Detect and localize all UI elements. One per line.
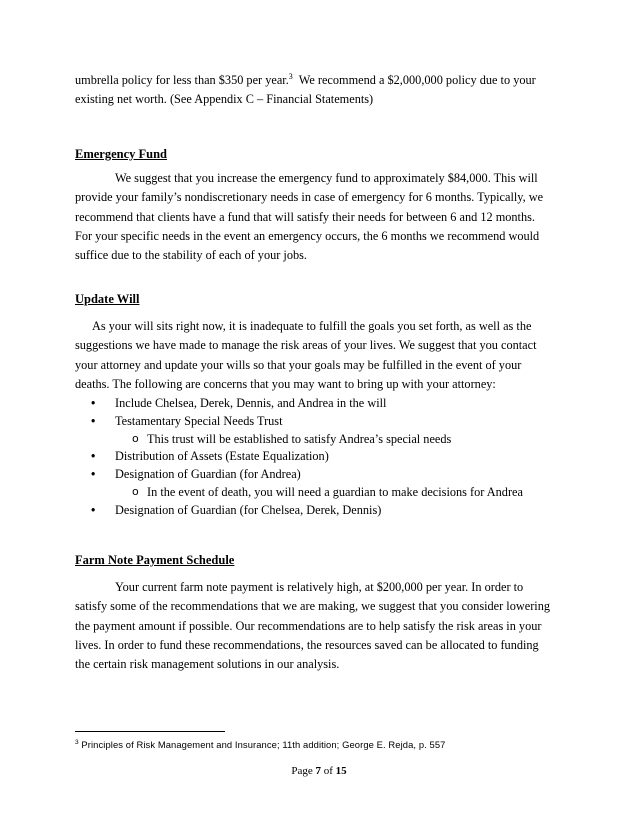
- will-line: suggestions we have made to manage the risk areas of your lives. We suggest that you contact: [75, 338, 537, 353]
- emergency-fund-paragraph: [75, 169, 565, 265]
- will-line-text: As your will sits right now, it is inadequate to fulfill the goals you set forth, as well as the: [92, 319, 532, 333]
- farm-line: the certain risk management solutions in our analysis.: [75, 657, 340, 672]
- list-item: • Include Chelsea, Derek, Dennis, and Andrea in the will: [75, 395, 555, 413]
- page-number-middle: of: [320, 765, 336, 777]
- footnote-ref-3: 3: [288, 71, 293, 81]
- emergency-line: suffice due to the stability of each of your jobs.: [75, 248, 307, 263]
- intro-line-1-text: umbrella policy for less than $350 per year.: [75, 73, 289, 87]
- emergency-line-text: We suggest that you increase the emergency fund to approximately $84,000. This will: [115, 171, 538, 185]
- intro-paragraph: [75, 71, 565, 110]
- footnote-text: Principles of Risk Management and Insurance; 11th addition; George E. Rejda, p. 557: [78, 739, 446, 750]
- sub-list-item: o In the event of death, you will need a guardian to make decisions for Andrea: [75, 484, 555, 502]
- will-line: [75, 317, 565, 336]
- update-will-paragraph: [75, 317, 565, 394]
- update-will-heading: Update Will: [75, 292, 140, 306]
- farm-note-heading: Farm Note Payment Schedule: [75, 553, 235, 567]
- list-item: • Testamentary Special Needs Trust: [75, 413, 555, 431]
- page-number-current: 7: [315, 765, 321, 777]
- farm-line: lives. In order to fund these recommendations, the resources saved can be allocated to funding: [75, 637, 539, 652]
- footnote-separator: [75, 731, 225, 732]
- farm-line: [75, 578, 565, 597]
- emergency-line: provide your family’s nondiscretionary needs in case of emergency for 6 months. Typically, we: [75, 190, 544, 205]
- will-concerns-list: [75, 395, 555, 520]
- emergency-line: For your specific needs in the event an emergency occurs, the 6 months we recommend would: [75, 228, 540, 243]
- will-line: your attorney and update your wills so that your goals may be fulfilled in the event of your: [75, 357, 522, 372]
- emergency-line: recommend that clients have a fund that will satisfy their needs for between 6 and 12 months.: [75, 209, 535, 224]
- intro-line-1: [75, 71, 565, 90]
- intro-line-1-text-b: We recommend a $2,000,000 policy due to your: [292, 73, 536, 87]
- list-item: • Designation of Guardian (for Andrea): [75, 466, 555, 484]
- list-item: • Designation of Guardian (for Chelsea, Derek, Dennis): [75, 502, 555, 520]
- farm-line-text: Your current farm note payment is relatively high, at $200,000 per year. In order to: [115, 580, 524, 594]
- will-line: deaths. The following are concerns that you may want to bring up with your attorney:: [75, 376, 496, 391]
- footnote-marker: 3: [75, 738, 79, 746]
- list-item: • Distribution of Assets (Estate Equalization): [75, 448, 555, 466]
- footnote: [75, 739, 446, 750]
- emergency-line: [75, 169, 565, 188]
- farm-note-paragraph: [75, 578, 565, 674]
- intro-line-2: existing net worth. (See Appendix C – Financial Statements): [75, 92, 374, 107]
- page-number-total: 15: [335, 765, 347, 777]
- emergency-fund-heading: Emergency Fund: [75, 147, 168, 161]
- sub-list-item: o This trust will be established to satisfy Andrea’s special needs: [75, 431, 555, 449]
- page-number-prefix: Page: [291, 765, 316, 777]
- farm-line: satisfy some of the recommendations that we are making, we suggest that you consider lowering: [75, 599, 551, 614]
- page-number: [0, 765, 638, 777]
- farm-line: the payment amount if possible. Our recommendations are to help satisfy the risk areas in your: [75, 618, 542, 633]
